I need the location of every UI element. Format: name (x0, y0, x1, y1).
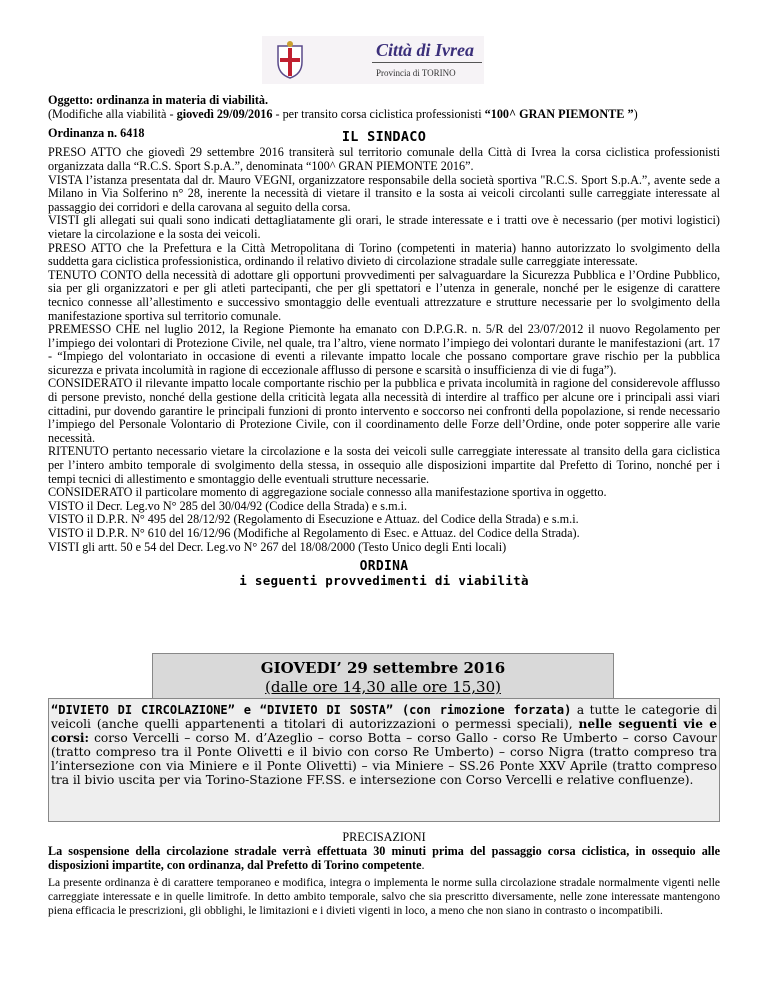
paragraph-list (48, 146, 720, 554)
schedule-day: GIOVEDI’ 29 settembre 2016 (260, 659, 506, 677)
province-name: Provincia di TORINO (376, 68, 456, 78)
precisazioni-heading: PRECISAZIONI (342, 830, 426, 844)
document-body (48, 94, 720, 587)
precisazioni-note: La sospensione della circolazione stradale verrà effettuata 30 minuti prima del passaggio corsa ciclistica, in ossequio alle disposizioni impartite, con ordinanza, dal Prefetto di Torino competente. (48, 844, 720, 872)
schedule-box-header (152, 653, 614, 699)
schedule-box-body (48, 698, 720, 822)
final-paragraph: La presente ordinanza è di carattere temporaneo e modifica, integra o implementa le norme sulla circolazione stradale normalmente vigenti nelle carreggiate interessate e in quelle limitrofe. In detto ambito temporale, salvo che sia prescritto diversamente, nelle zone interessate mantengono piena efficacia le prescrizioni, gli obblighi, le limitazioni e i divieti vigenti in loco, a meno che non siano in contrasto o incompatibili. (48, 877, 720, 917)
city-name: Città di Ivrea (376, 40, 474, 60)
oggetto-label: Oggetto: ordinanza in materia di viabilità. (48, 93, 269, 107)
oggetto-detail: (Modifiche alla viabilità - giovedì 29/09/2016 - per transito corsa ciclistica professionisti “100^ GRAN PIEMONTE ”) (48, 106, 638, 121)
ordina-heading: ORDINA (359, 559, 409, 575)
header-divider (372, 62, 482, 63)
precisazioni-section (48, 830, 720, 918)
paragraph: CONSIDERATO il rilevante impatto locale comportante rischio per la pubblica e privata incolumità in ragione del considerevole afflusso di persone previsto, nonché della gestione della criticità legata alla necessità di interdire al traffico per alcune ore i principali assi viari cittadini, pur dovendo garantire le principali funzioni di pronto intervento e soccorso nei confronti della popolazione, si rende necessario l’impiego del Personale Volontario di Protezione Civile, con il coordinamento delle Forze dell’Ordine, onde poter sopperire alle varie necessità. (48, 376, 720, 445)
paragraph: VISTO il D.P.R. N° 610 del 16/12/96 (Modifiche al Regolamento di Esec. e Attuaz. del Codice della Strada). (48, 526, 580, 540)
box-text-a: a tutte le categorie di veicoli (anche quelli appartenenti a titolari di autorizzazioni o permessi speciali), (51, 703, 717, 731)
schedule-hours: (dalle ore 14,30 alle ore 15,30) (264, 678, 501, 696)
paragraph: PRESO ATTO che la Prefettura e la Città Metropolitana di Torino (competenti in materia) hanno autorizzato lo svolgimento della suddetta gara ciclistica professionistica, ordinando il relativo divieto di circolazione stradale sulle carreggiate interessate. (48, 240, 720, 269)
divieto-text: “DIVIETO DI CIRCOLAZIONE” e “DIVIETO DI SOSTA” (con rimozione forzata) (51, 703, 572, 717)
paragraph: PREMESSO CHE nel luglio 2012, la Regione Piemonte ha emanato con D.P.G.R. n. 5/R del 23/07/2012 il nuovo Regolamento per l’impiego dei volontari di Protezione Civile, nel quale, tra l’altro, viene normato l’impiego dei volontari durante le manifestazioni (art. 17 - “Impiego del volontariato in occasione di eventi a rilevante impatto locale che possano comportare grave rischio per la pubblica sicurezza e privata incolumità in ragione di eccezionale afflusso di persone e scarsità o insufficienza di vie di fuga”). (48, 322, 720, 377)
title-sindaco: IL SINDACO (341, 128, 427, 145)
paragraph: VISTO il Decr. Leg.vo N° 285 del 30/04/92 (Codice della Strada) e s.m.i. (48, 498, 408, 513)
paragraph: RITENUTO pertanto necessario vietare la circolazione e la sosta dei veicoli sulle carreggiate interessate al transito della gara ciclistica per l’intero ambito temporale di svolgimento della stessa, in ossequio alle disposizioni impartite dal Prefetto di Torino, nonché per i tempi tecnici di allestimento e smontaggio delle eventuali strutture necessarie. (48, 444, 720, 486)
paragraph: VISTI gli allegati sui quali sono indicati dettagliatamente gli orari, le strade interessate e i tratti ove è necessario (per motivi logistici) vietare la circolazione e la sosta dei veicoli. (48, 213, 720, 241)
paragraph: TENUTO CONTO della necessità di adottare gli opportuni provvedimenti per salvaguardare la Sicurezza Pubblica e l’Ordine Pubblico, sia per gli organizzatori e per gli atleti partecipanti, che per gli spettatori e l’utenza in generale, nonché per le esigenze di carattere tecnico connesse all’allestimento e successivo smontaggio delle eventuali attrezzature e strutture necessarie per lo svolgimento della manifestazione sportiva sul territorio comunale. (48, 267, 720, 323)
provvedimenti-heading: i seguenti provvedimenti di viabilità (239, 572, 529, 588)
paragraph: VISTO il D.P.R. N° 495 del 28/12/92 (Regolamento di Esecuzione e Attuaz. del Codice della Strada) e s.m.i. (48, 512, 579, 527)
paragraph: PRESO ATTO che giovedì 29 settembre 2016 transiterà sul territorio comunale della Città di Ivrea la corsa ciclistica professionisti organizzata dalla “R.C.S. Sport S.p.A.”, denominata “100^ GRAN PIEMONTE 2016”. (48, 145, 720, 173)
ordinanza-number: Ordinanza n. 6418 (48, 126, 145, 141)
paragraph: VISTA l’istanza presentata dal dr. Mauro VEGNI, organizzatore responsabile della società sportiva "R.C.S. Sport S.p.A.”, avente sede a Milano in Via Solferino n° 28, inerente la necessità di vietare il transito e la sosta ai veicoli circolanti sulle carreggiate interessate al passaggio dei corridori e della carovana al seguito della corsa. (48, 172, 720, 214)
paragraph: VISTI gli artt. 50 e 54 del Decr. Leg.vo N° 267 del 18/08/2000 (Testo Unico degli Enti locali) (48, 539, 507, 554)
city-crest-icon (270, 40, 310, 80)
paragraph: CONSIDERATO il particolare momento di aggregazione sociale connesso alla manifestazione sportiva in oggetto. (48, 485, 607, 500)
box-text-bold: nelle seguenti vie e corsi: (51, 717, 717, 745)
box-text-b: corso Vercelli – corso M. d’Azeglio – corso Botta – corso Gallo - corso Re Umberto – corso Cavour (tratto compreso tra il Ponte Olivetti e il bivio con corso Re Umberto) – corso Nigra (tratto compreso tra l’intersezione con via Miniere e il Ponte Olivetti) – via Miniere – SS.26 Ponte XXV Aprile (tratto compreso tra il bivio uscita per via Torino-Stazione FF.SS. e intersezione con Corso Vercelli e relative confluenze). (51, 731, 717, 787)
